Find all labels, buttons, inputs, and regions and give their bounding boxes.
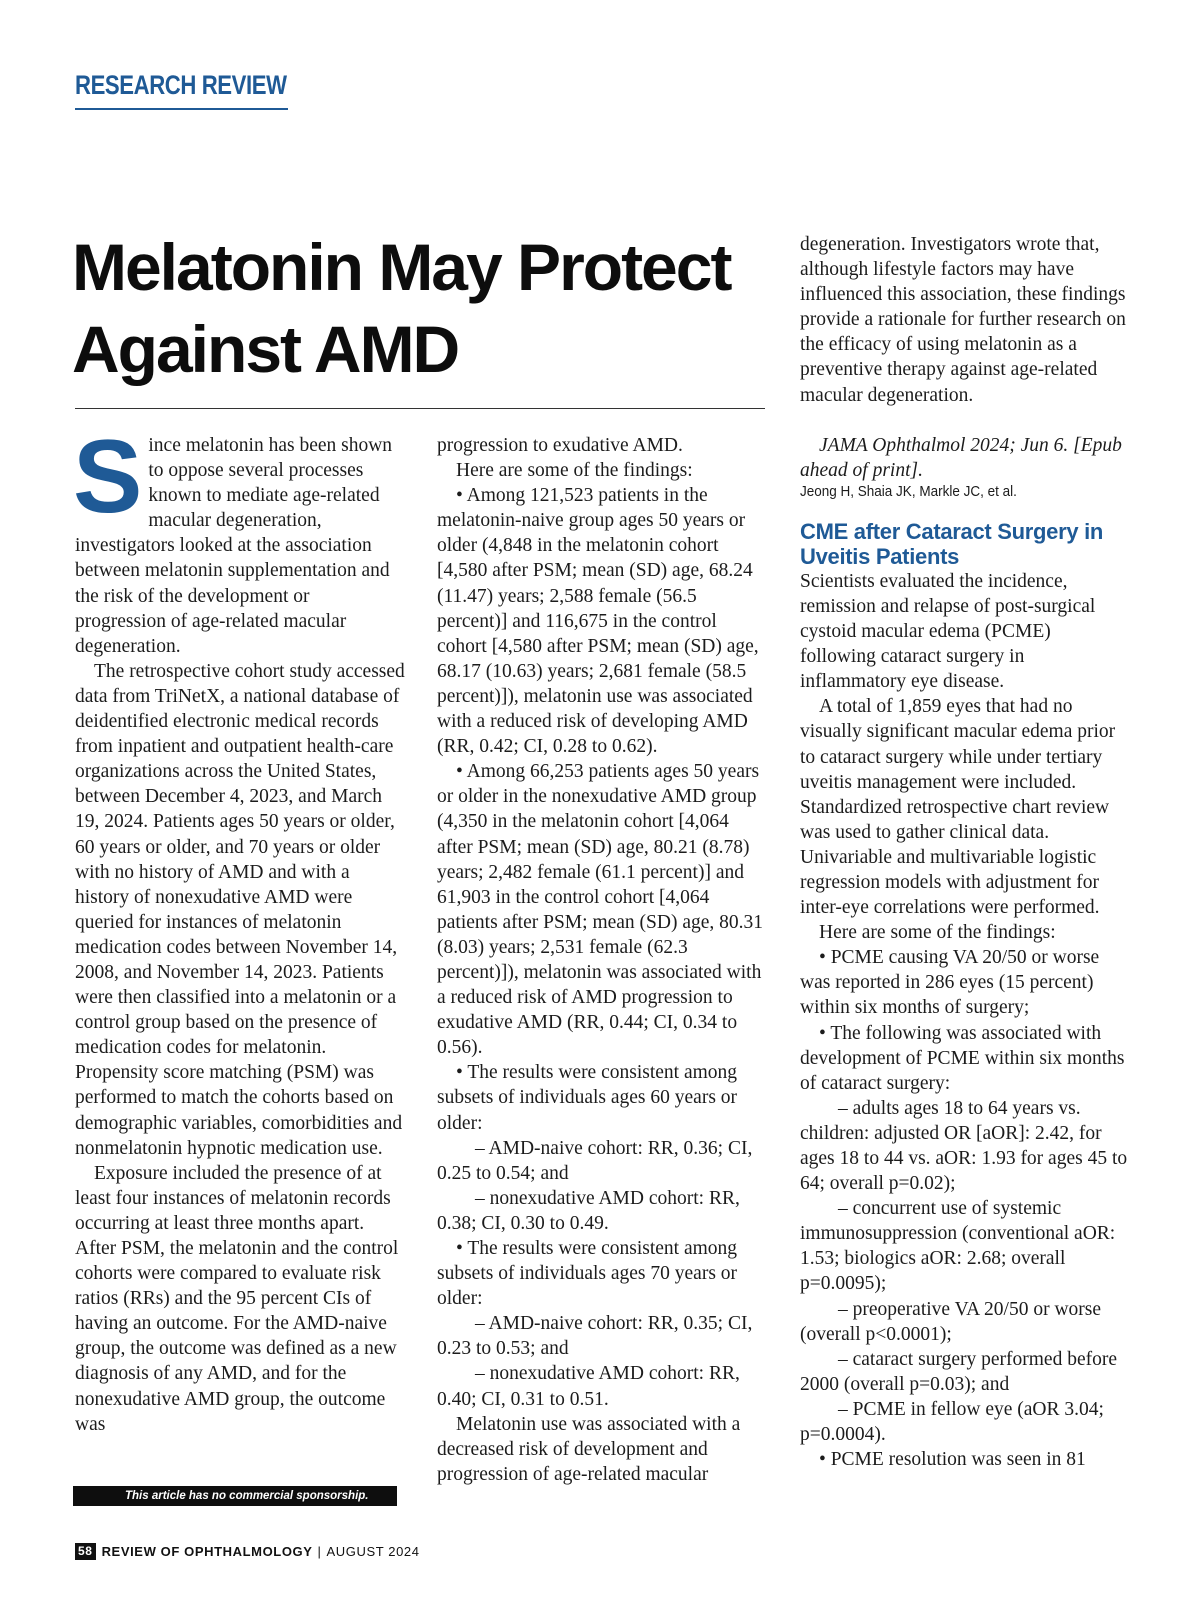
finding-subitem: – AMD-naive cohort: RR, 0.35; CI, 0.23 to 0.53; and bbox=[437, 1313, 753, 1360]
finding-bullet: • Among 121,523 patients in the melatonin-naive group ages 50 years or older (4,848 in the melatonin cohort [4,580 after PSM; mean (SD) age, 68.24 (11.47) years; 2,588 female (56.5 percent)] and 116,675 in the control cohort [4,580 after PSM; mean (SD) age, 68.17 (10.63) years; 2,681 female (58.5 percent)]), melatonin use was associated with a reduced risk of developing AMD (RR, 0.42; CI, 0.28 to 0.62). bbox=[437, 485, 759, 758]
finding-subitem: – concurrent use of systemic immunosuppression (conventional aOR: 1.53; biologics aOR: 2.68; overall p=0.0095); bbox=[800, 1198, 1116, 1295]
finding-subitem: – cataract surgery performed before 2000 (overall p=0.03); and bbox=[800, 1348, 1117, 1395]
finding-bullet: • The results were consistent among subsets of individuals ages 70 years or older: bbox=[437, 1238, 738, 1310]
body-paragraph: degeneration. Investigators wrote that, although lifestyle factors may have influenced this association, these findings provide a rationale for further research on the efficacy of using melatonin as a preventive therapy against age-related macular degeneration. bbox=[800, 234, 1126, 406]
finding-bullet: • The following was associated with development of PCME within six months of cataract surgery: bbox=[800, 1022, 1125, 1094]
publication-name: REVIEW OF OPHTHALMOLOGY bbox=[101, 1543, 313, 1559]
citation-journal: JAMA Ophthalmol 2024; Jun 6. [Epub ahead of print]. bbox=[800, 434, 1122, 481]
title-rule bbox=[75, 408, 765, 409]
body-paragraph: progression to exudative AMD. bbox=[437, 435, 683, 456]
body-paragraph: The retrospective cohort study accessed data from TriNetX, a national database of deidentified electronic medical records from inpatient and outpatient health-care organizations across the United States, between December 4, 2023, and March 19, 2024. Patients ages 50 years or older, 60 years or older, and 70 years or older with no history of AMD and with a history of nonexudative AMD were queried for instances of melatonin medication codes between November 14, 2008, and November 14, 2023. Patients were then classified into a melatonin or a control group based on the presence of medication codes for melatonin. Propensity score matching (PSM) was performed to match the cohorts based on demographic variables, comorbidities and nonmelatonin hypnotic medication use. bbox=[75, 660, 405, 1159]
intro-text: ince melatonin has been shown to oppose several processes known to mediate age-related macular degeneration, investigators looked at the association between melatonin supplementation and the risk of the development or progression of age-related macular degeneration. bbox=[75, 435, 393, 657]
citation-authors: Jeong H, Shaia JK, Markle JC, et al. bbox=[800, 482, 1017, 500]
finding-subitem: – preoperative VA 20/50 or worse (overall p<0.0001); bbox=[800, 1298, 1102, 1345]
page-footer bbox=[75, 1542, 420, 1560]
body-paragraph: Here are some of the findings: bbox=[819, 922, 1056, 944]
article-column-2 bbox=[437, 433, 767, 1487]
body-paragraph: A total of 1,859 eyes that had no visually significant macular edema prior to cataract surgery while under tertiary uveitis management were included. Standardized retrospective chart review was used to gather clinical data. Univariable and multivariable logistic regression models with adjustment for inter-eye correlations were performed. bbox=[800, 696, 1116, 919]
finding-subitem: – AMD-naive cohort: RR, 0.36; CI, 0.25 to 0.54; and bbox=[437, 1137, 753, 1184]
article-column-3 bbox=[800, 232, 1130, 1472]
finding-subitem: – PCME in fellow eye (aOR 3.04; p=0.0004). bbox=[800, 1398, 1104, 1446]
finding-bullet: • PCME resolution was seen in 81 bbox=[819, 1449, 1086, 1471]
intro-paragraph bbox=[73, 419, 405, 659]
article-column-1 bbox=[73, 419, 405, 1437]
section-label: RESEARCH REVIEW bbox=[75, 70, 287, 100]
body-paragraph: Melatonin use was associated with a decreased risk of development and progression of age-related macular bbox=[437, 1413, 741, 1485]
finding-subitem: – adults ages 18 to 64 years vs. children: adjusted OR [aOR]: 2.42, for ages 18 to 44 vs. aOR: 1.93 for ages 45 to 64; overall p=0.02); bbox=[800, 1097, 1128, 1195]
footer-separator: | bbox=[317, 1543, 322, 1559]
issue-date: AUGUST 2024 bbox=[326, 1543, 420, 1559]
page-number: 58 bbox=[75, 1543, 96, 1560]
article-title: Melatonin May Protect Against AMD bbox=[72, 230, 731, 386]
finding-bullet: • Among 66,253 patients ages 50 years or older in the nonexudative AMD group (4,350 in the melatonin cohort [4,064 after PSM; mean (SD) age, 80.21 (8.78) years; 2,482 female (61.1 percent)] and 61,903 in the control cohort [4,064 patients after PSM; mean (SD) age, 80.31 (8.03) years; 2,531 female (62.3 percent)]), melatonin was associated with a reduced risk of AMD progression to exudative AMD (RR, 0.44; CI, 0.34 to 0.56). bbox=[437, 761, 764, 1059]
finding-bullet: • PCME causing VA 20/50 or worse was reported in 286 eyes (15 percent) within six months of surgery; bbox=[800, 947, 1100, 1019]
finding-subitem: – nonexudative AMD cohort: RR, 0.38; CI, 0.30 to 0.49. bbox=[437, 1187, 740, 1234]
finding-bullet: • The results were consistent among subsets of individuals ages 60 years or older: bbox=[437, 1062, 738, 1134]
dropcap: S bbox=[73, 419, 143, 535]
article2-heading: CME after Cataract Surgery in Uveitis Patients bbox=[800, 518, 1104, 569]
section-rule bbox=[75, 108, 288, 110]
sponsorship-note: This article has no commercial sponsorship. bbox=[73, 1486, 397, 1506]
body-paragraph: Here are some of the findings: bbox=[456, 460, 693, 482]
body-paragraph: Scientists evaluated the incidence, remission and relapse of post-surgical cystoid macular edema (PCME) following cataract surgery in inflammatory eye disease. bbox=[800, 570, 1096, 693]
body-paragraph: Exposure included the presence of at least four instances of melatonin records occurring at least three months apart. After PSM, the melatonin and the control cohorts were compared to evaluate risk ratios (RRs) and the 95 percent CIs of having an outcome. For the AMD-naive group, the outcome was defined as a new diagnosis of any AMD, and for the nonexudative AMD group, the outcome was bbox=[75, 1162, 399, 1435]
finding-subitem: – nonexudative AMD cohort: RR, 0.40; CI, 0.31 to 0.51. bbox=[437, 1363, 740, 1410]
